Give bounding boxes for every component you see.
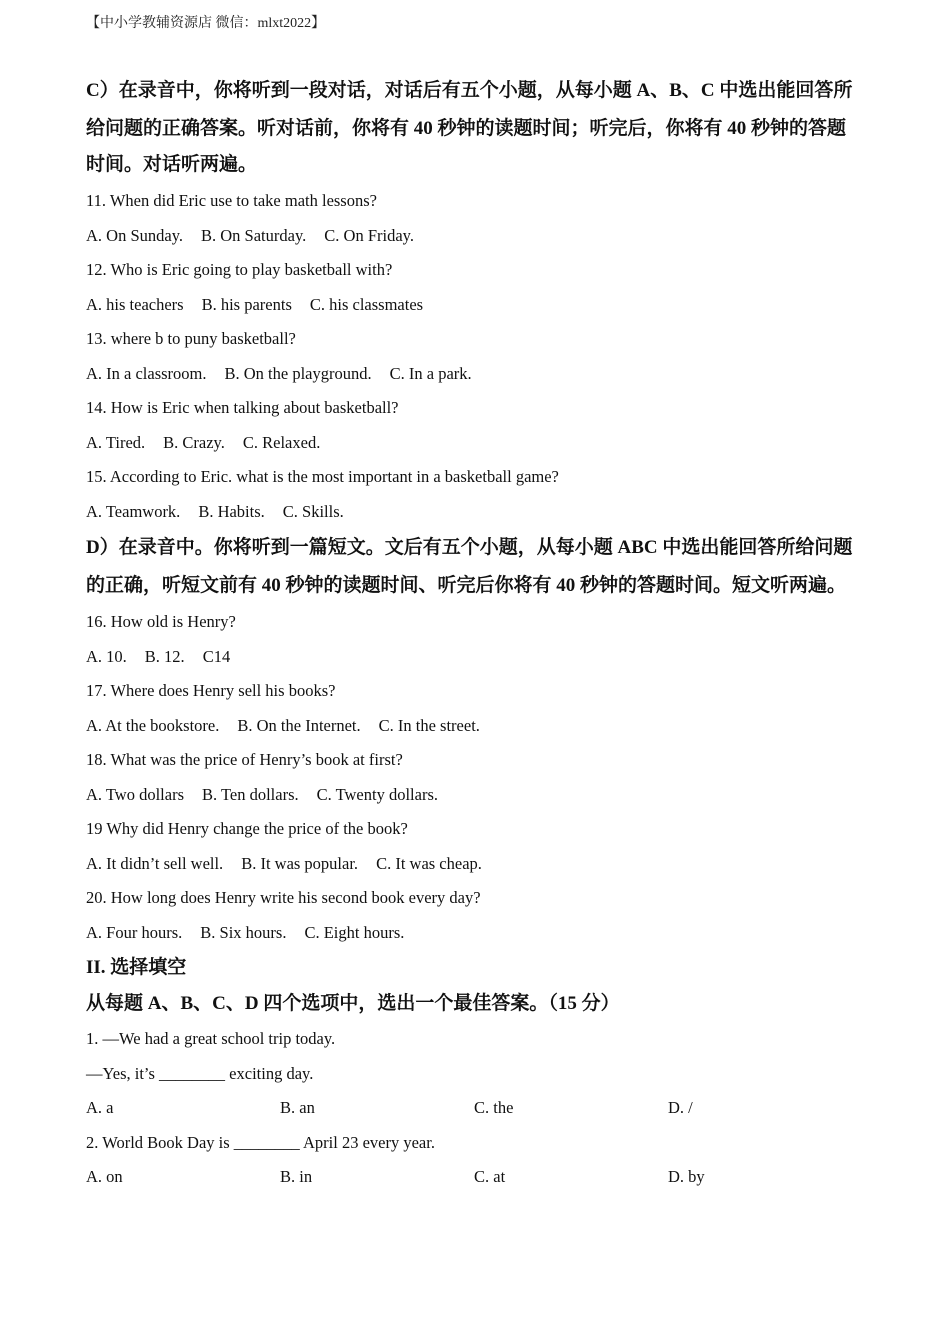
part2-question-1-reply: —Yes, it’s ________ exciting day. [86, 1063, 314, 1083]
option-b: B. Habits. [198, 501, 265, 521]
option-b: B. Six hours. [200, 922, 287, 942]
question-15: 15. According to Eric. what is the most important in a basketball game? [86, 467, 559, 486]
options-13 [86, 357, 866, 392]
option-c: C. Skills. [282, 501, 344, 521]
option-a: A. On Sunday. [86, 225, 184, 245]
option-c: C14 [202, 646, 231, 666]
option-b: B. It was popular. [241, 853, 359, 873]
question-17: 17. Where does Henry sell his books? [86, 681, 336, 700]
options-16 [86, 640, 866, 675]
option-c: C. Relaxed. [242, 432, 321, 452]
part2-options-2 [86, 1160, 866, 1195]
option-b: B. On the playground. [224, 363, 372, 383]
option-c: C. Twenty dollars. [316, 784, 438, 804]
section-c-instructions [86, 72, 866, 182]
options-18 [86, 778, 866, 813]
option-c: C. his classmates [309, 294, 424, 314]
document-body [86, 72, 866, 1195]
option-b: B. On the Internet. [237, 715, 361, 735]
option-c: C. It was cheap. [376, 853, 482, 873]
section-d-instructions [86, 529, 866, 605]
option-b: B. in [280, 1167, 313, 1186]
options-17 [86, 709, 866, 744]
part-two [86, 950, 866, 1195]
part2-options-1 [86, 1091, 866, 1126]
question-19: 19 Why did Henry change the price of the book? [86, 819, 408, 838]
instruction-line: 的正确，听短文前有 40 秒钟的读题时间、听完后你将有 40 秒钟的答题时间。短文听两遍。 [86, 575, 847, 596]
option-c: C. the [474, 1098, 514, 1117]
option-d: D. by [668, 1167, 705, 1186]
instruction-line: 给问题的正确答案。听对话前，你将有 40 秒钟的读题时间；听完后，你将有 40 秒钟的答题 [86, 118, 847, 139]
options-15 [86, 495, 866, 530]
option-a: A. on [86, 1167, 123, 1186]
option-b: B. Ten dollars. [202, 784, 299, 804]
question-11: 11. When did Eric use to take math lessons? [86, 191, 377, 210]
option-a: A. 10. [86, 646, 127, 666]
options-14 [86, 426, 866, 461]
option-a: A. In a classroom. [86, 363, 207, 383]
question-14: 14. How is Eric when talking about basketball? [86, 398, 399, 417]
option-c: C. In a park. [389, 363, 472, 383]
option-b: B. Crazy. [163, 432, 225, 452]
option-a: A. a [86, 1098, 114, 1117]
option-a: A. his teachers [86, 294, 184, 314]
option-a: A. At the bookstore. [86, 715, 220, 735]
option-c: C. at [474, 1167, 506, 1186]
instruction-line: 时间。对话听两遍。 [86, 154, 258, 175]
instruction-line: D）在录音中。你将听到一篇短文。文后有五个小题，从每小题 ABC 中选出能回答所给问题 [86, 537, 853, 558]
option-a: A. Four hours. [86, 922, 183, 942]
option-a: A. Two dollars [86, 784, 184, 804]
option-c: C. Eight hours. [304, 922, 405, 942]
option-a: A. Teamwork. [86, 501, 181, 521]
options-19 [86, 847, 866, 882]
options-12 [86, 288, 866, 323]
option-b: B. 12. [144, 646, 185, 666]
option-c: C. On Friday. [324, 225, 414, 245]
option-b: B. his parents [201, 294, 292, 314]
option-b: B. On Saturday. [201, 225, 307, 245]
part-two-title: II. 选择填空 [86, 957, 187, 978]
section-c-questions [86, 184, 866, 529]
option-c: C. In the street. [378, 715, 480, 735]
option-a: A. Tired. [86, 432, 146, 452]
part2-question-1: 1. —We had a great school trip today. [86, 1029, 336, 1048]
question-16: 16. How old is Henry? [86, 612, 236, 631]
question-12: 12. Who is Eric going to play basketball with? [86, 260, 393, 279]
options-20 [86, 916, 866, 951]
option-a: A. It didn’t sell well. [86, 853, 224, 873]
option-d: D. / [668, 1098, 693, 1117]
part-two-instructions: 从每题 A、B、C、D 四个选项中，选出一个最佳答案。（15 分） [86, 993, 620, 1014]
question-13: 13. where b to puny basketball? [86, 329, 296, 348]
page-header: 【中小学教辅资源店 微信：mlxt2022】 [86, 16, 326, 31]
option-b: B. an [280, 1098, 315, 1117]
question-20: 20. How long does Henry write his second book every day? [86, 888, 481, 907]
question-18: 18. What was the price of Henry’s book at first? [86, 750, 403, 769]
instruction-line: C）在录音中，你将听到一段对话，对话后有五个小题，从每小题 A、B、C 中选出能回答所 [86, 80, 853, 101]
options-11 [86, 219, 866, 254]
section-d-questions [86, 605, 866, 950]
part2-question-2: 2. World Book Day is ________ April 23 every year. [86, 1132, 435, 1152]
